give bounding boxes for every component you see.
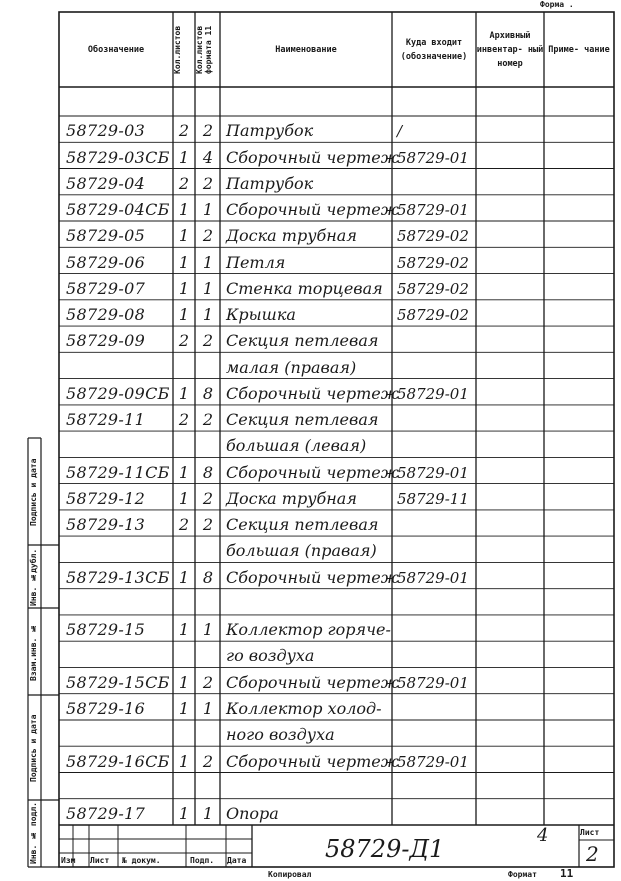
- row-designation: 58729-03: [66, 121, 146, 141]
- row-designation: 58729-04: [66, 173, 146, 193]
- row-name: Крышка: [226, 305, 296, 325]
- stamp-col-doc: № докум.: [122, 856, 161, 865]
- row-sheet-count: 1: [178, 305, 190, 325]
- row-sheet-count: 1: [178, 226, 190, 246]
- row-designation: 58729-09СБ: [66, 383, 170, 403]
- header-where-used: Куда входит (обозначение): [400, 38, 468, 62]
- row-format-count: 8: [202, 383, 214, 403]
- header-format-count: Кол.листов формата 11: [195, 25, 213, 75]
- row-name: ного воздуха: [226, 725, 335, 745]
- row-name: Сборочный чертеж: [226, 383, 399, 403]
- row-format-count: 2: [202, 672, 214, 692]
- row-where-used: 58729-02: [397, 306, 469, 325]
- row-format-count: 8: [202, 462, 214, 482]
- row-format-count: 2: [202, 173, 214, 193]
- row-where-used: 58729-01: [397, 148, 469, 167]
- row-format-count: 1: [202, 699, 214, 718]
- row-sheet-count: 1: [178, 751, 190, 771]
- stamp-sheet-number: 2: [586, 842, 599, 866]
- row-name: Сборочный чертеж: [226, 200, 399, 219]
- row-name: Стенка торцевая: [226, 278, 383, 298]
- row-where-used: 58729-02: [397, 253, 469, 272]
- row-format-count: 1: [202, 200, 214, 219]
- row-name: Петля: [226, 252, 286, 272]
- row-sheet-count: 2: [178, 515, 190, 535]
- row-name: Сборочный чертеж: [226, 672, 399, 692]
- header-note: Приме- чание: [548, 45, 610, 55]
- row-sheet-count: 2: [178, 173, 190, 193]
- row-designation: 58729-04СБ: [66, 200, 170, 219]
- row-name: Сборочный чертеж: [226, 147, 399, 167]
- row-sheet-count: 1: [178, 567, 190, 587]
- row-designation: 58729-09: [66, 331, 146, 351]
- row-designation: 58729-16СБ: [66, 751, 170, 771]
- row-designation: 58729-15: [66, 620, 146, 640]
- row-format-count: 1: [202, 620, 214, 640]
- row-sheet-count: 1: [178, 699, 190, 718]
- row-designation: 58729-03СБ: [66, 147, 170, 167]
- row-format-count: 2: [202, 331, 214, 351]
- row-where-used: 58729-11: [397, 489, 469, 508]
- row-sheet-count: 1: [178, 278, 190, 298]
- stamp-col-date: Дата: [227, 856, 247, 865]
- row-format-count: 2: [202, 488, 214, 508]
- row-sheet-count: 2: [178, 410, 190, 430]
- side-sign-date-bottom: Подпись и дата: [29, 714, 38, 782]
- row-where-used: 58729-02: [397, 279, 469, 298]
- row-sheet-count: 2: [178, 331, 190, 351]
- header-sheet-count: Кол.листов: [173, 25, 182, 75]
- row-where-used: 58729-01: [397, 568, 469, 587]
- stamp-col-izm: Изм: [61, 856, 76, 865]
- row-designation: 58729-08: [66, 305, 146, 325]
- row-format-count: 4: [202, 147, 214, 167]
- row-format-count: 2: [202, 121, 214, 141]
- side-orig-inv: Инв. № подл.: [29, 802, 38, 865]
- row-designation: 58729-11СБ: [66, 462, 170, 482]
- row-name: Секция петлевая: [226, 331, 379, 351]
- side-sign-date-top: Подпись и дата: [29, 458, 38, 526]
- row-designation: 58729-13СБ: [66, 567, 170, 587]
- row-name: большая (левая): [226, 436, 367, 456]
- row-name: большая (правая): [226, 541, 377, 561]
- row-designation: 58729-11: [66, 410, 146, 430]
- row-where-used: 58729-01: [397, 201, 469, 219]
- row-format-count: 2: [202, 751, 214, 771]
- row-format-count: 2: [202, 515, 214, 535]
- header-name: Наименование: [275, 45, 337, 55]
- row-where-used: 58729-01: [397, 463, 469, 482]
- row-name: Сборочный чертеж: [226, 462, 399, 482]
- row-where-used: 58729-01: [397, 673, 469, 692]
- row-designation: 58729-17: [66, 804, 146, 823]
- stamp-col-list: Лист: [90, 856, 110, 865]
- row-sheet-count: 1: [178, 252, 190, 272]
- stamp-col-sign: Подп.: [190, 856, 215, 865]
- row-name: Коллектор горяче-: [226, 620, 391, 640]
- side-replace-inv: Взам.инв. №: [29, 623, 38, 681]
- header-archive-number: Архивный инвентар- ный номер: [476, 31, 544, 69]
- stamp-doc-code: 58729-Д1: [325, 835, 445, 863]
- form-label: Форма .: [540, 0, 574, 9]
- row-designation: 58729-15СБ: [66, 672, 170, 692]
- row-format-count: 1: [202, 252, 214, 272]
- footer-copied: Копировал: [268, 870, 312, 879]
- row-name: го воздуха: [226, 646, 315, 666]
- row-sheet-count: 1: [178, 383, 190, 403]
- row-designation: 58729-16: [66, 699, 146, 718]
- row-name: Патрубок: [226, 121, 314, 141]
- row-designation: 58729-13: [66, 515, 146, 535]
- row-format-count: 1: [202, 278, 214, 298]
- footer-format: Формат: [508, 870, 537, 879]
- row-name: малая (правая): [226, 357, 357, 377]
- row-format-count: 1: [202, 305, 214, 325]
- row-designation: 58729-05: [66, 226, 146, 246]
- row-name: Патрубок: [226, 173, 314, 193]
- row-name: Сборочный чертеж: [226, 751, 399, 771]
- row-name: Коллектор холод-: [226, 699, 382, 718]
- row-designation: 58729-12: [66, 488, 146, 508]
- row-where-used: 58729-02: [397, 227, 469, 246]
- row-format-count: 1: [202, 804, 214, 823]
- row-name: Сборочный чертеж: [226, 567, 399, 587]
- row-where-used: 58729-01: [397, 384, 469, 403]
- row-sheet-count: 1: [178, 672, 190, 692]
- row-name: Доска трубная: [226, 226, 357, 246]
- row-name: Доска трубная: [226, 488, 357, 508]
- row-sheet-count: 1: [178, 147, 190, 167]
- row-sheet-count: 1: [178, 200, 190, 219]
- row-sheet-count: 2: [178, 121, 190, 141]
- row-where-used: 58729-01: [397, 752, 469, 771]
- row-sheet-count: 1: [178, 462, 190, 482]
- row-name: Секция петлевая: [226, 515, 379, 535]
- row-format-count: 2: [202, 226, 214, 246]
- stamp-mark: 4: [537, 825, 549, 846]
- row-name: Секция петлевая: [226, 410, 379, 430]
- side-dup-inv: Инв. №дубл.: [29, 548, 38, 606]
- stamp-sheet-label: Лист: [580, 828, 600, 837]
- footer-format-value: 11: [560, 867, 574, 880]
- header-designation: Обозначение: [87, 45, 145, 55]
- row-where-used: /: [397, 122, 403, 141]
- row-designation: 58729-07: [66, 278, 146, 298]
- row-format-count: 2: [202, 410, 214, 430]
- row-designation: 58729-06: [66, 252, 146, 272]
- row-sheet-count: 1: [178, 804, 190, 823]
- row-sheet-count: 1: [178, 488, 190, 508]
- row-format-count: 8: [202, 567, 214, 587]
- row-sheet-count: 1: [178, 620, 190, 640]
- row-name: Опора: [226, 804, 279, 823]
